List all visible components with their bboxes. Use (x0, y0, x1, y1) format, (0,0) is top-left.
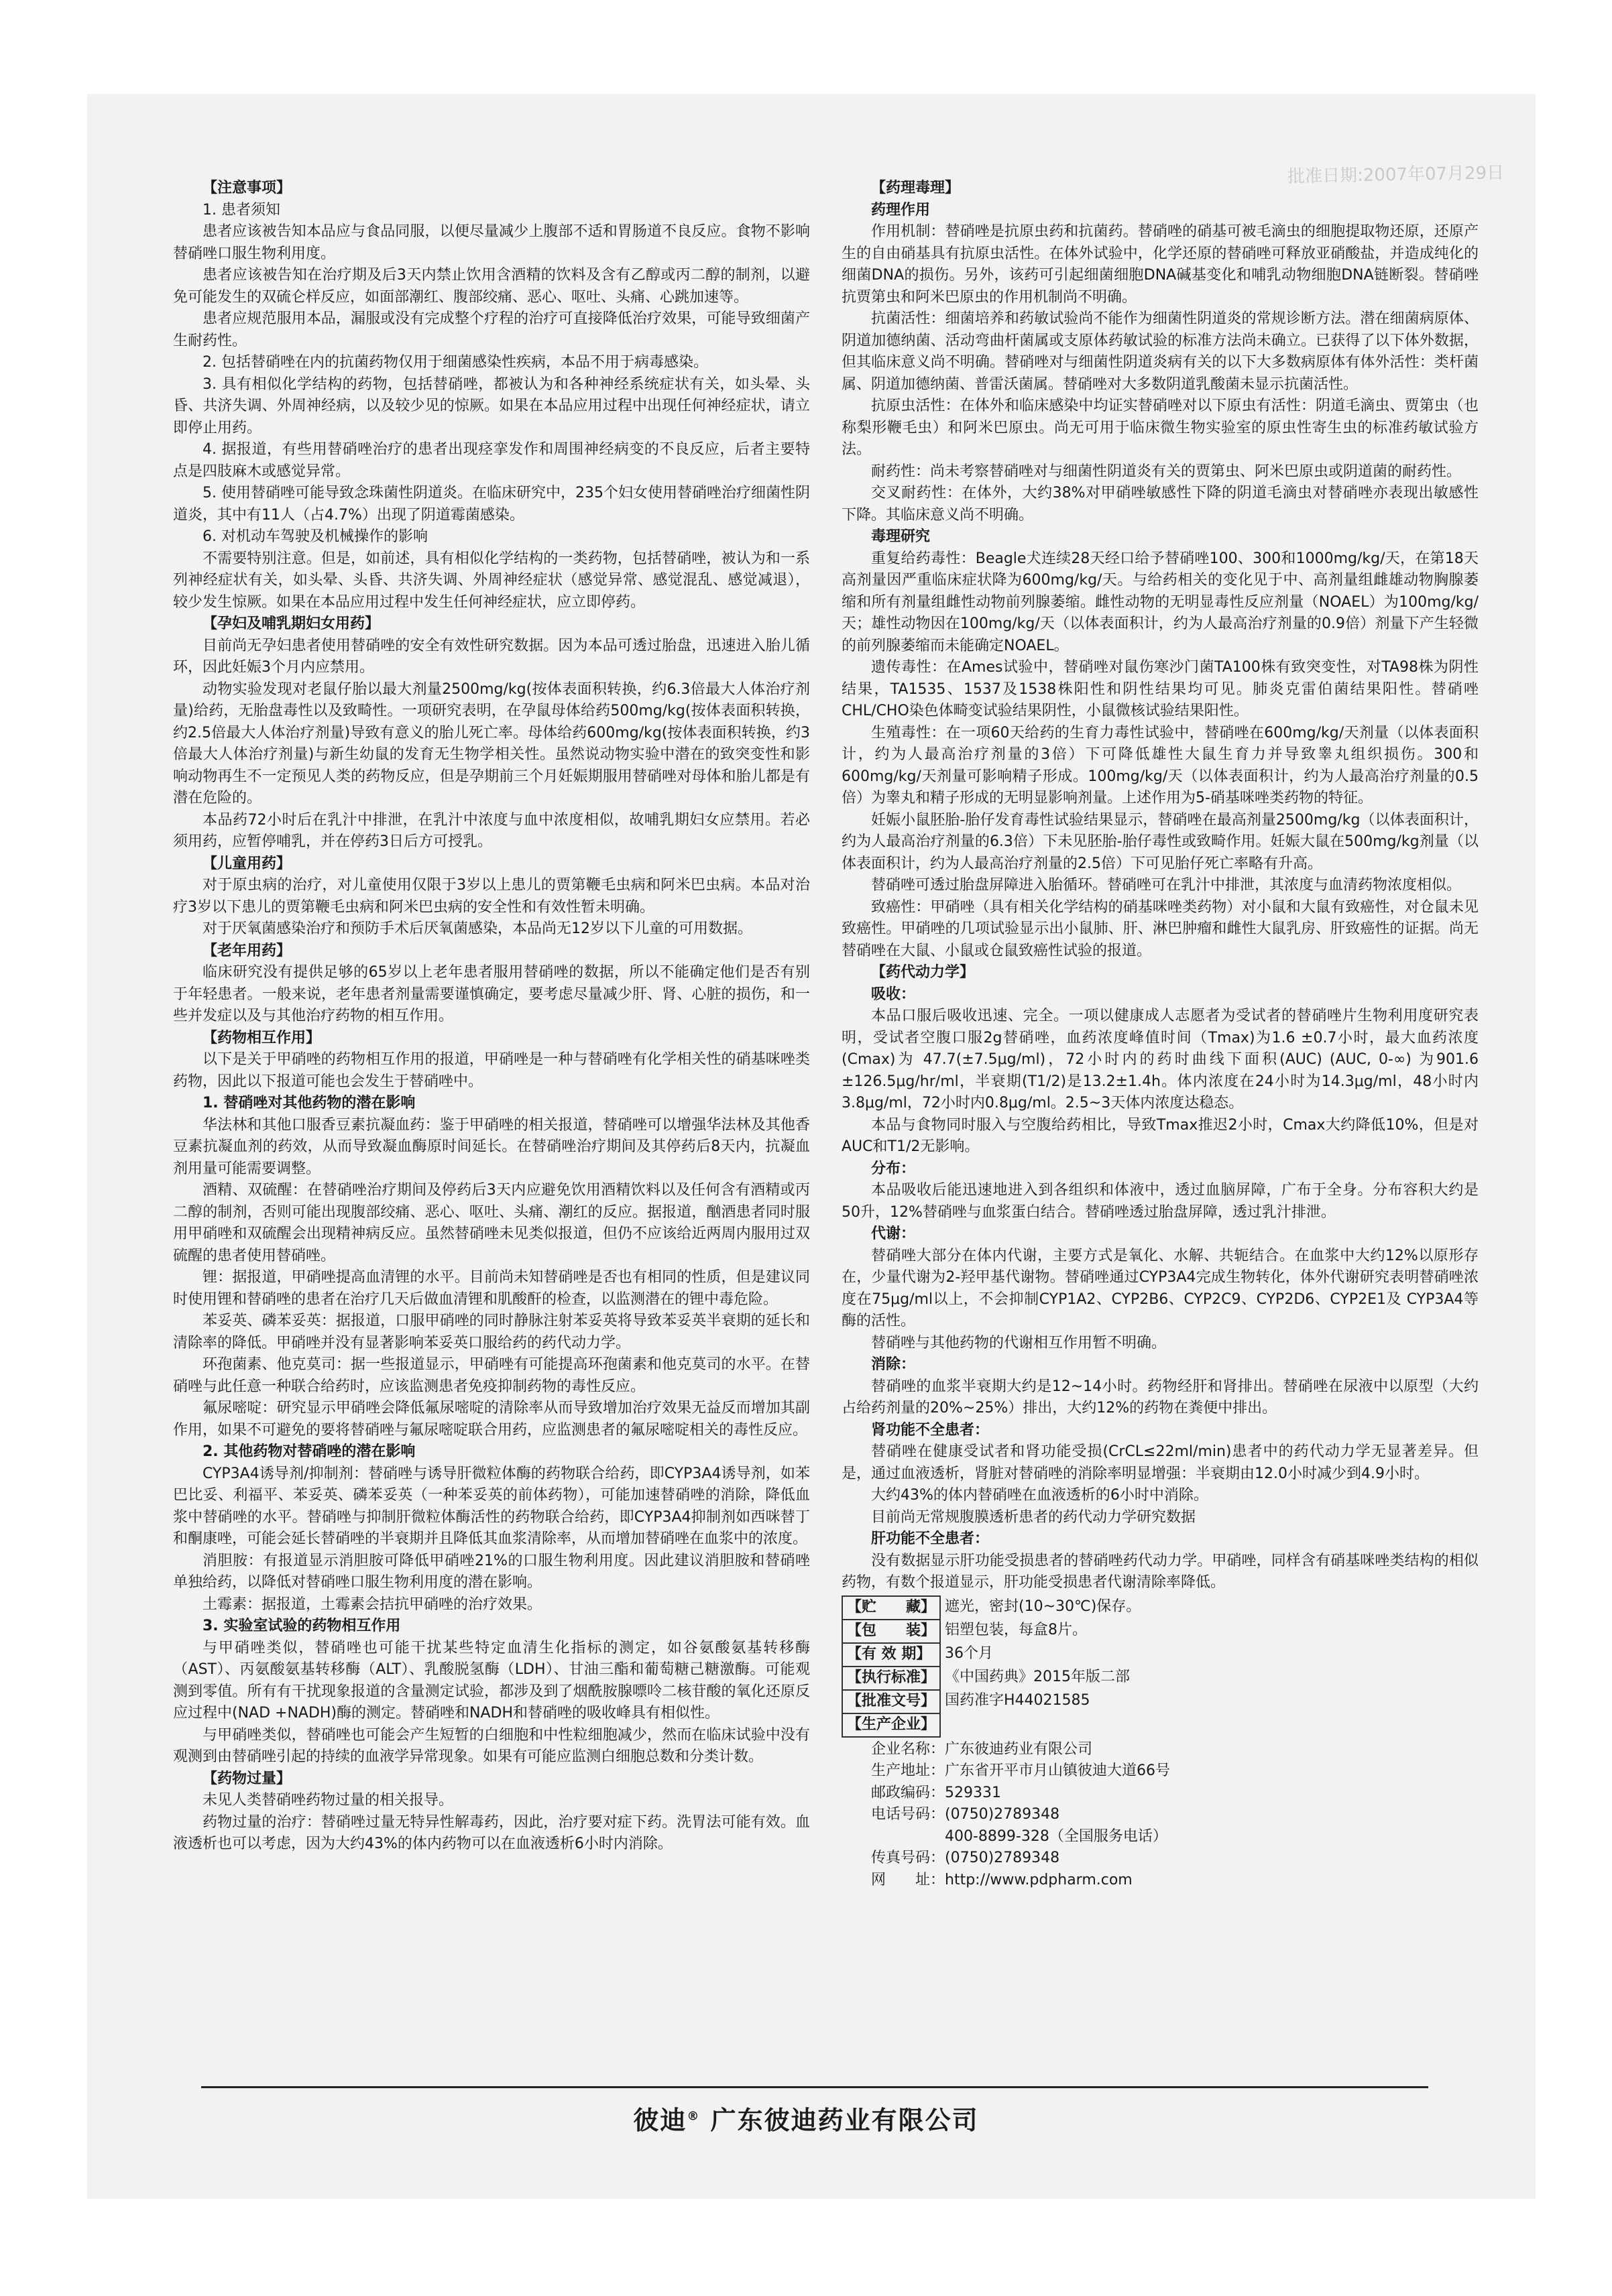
left-paragraph: 以下是关于甲硝唑的药物相互作用的报道，甲硝唑是一种与替硝唑有化学相关性的硝基咪唑类药物，因此以下报道可能也会发生于替硝唑中。 (173, 1051, 810, 1090)
right-paragraph: 交叉耐药性：在体外，大约38%对甲硝唑敏感性下降的阴道毛滴虫对替硝唑亦表现出敏感性下降。其临床意义尚不明确。 (842, 485, 1479, 524)
right-paragraph: 替硝唑可透过胎盘屏障进入胎循环。替硝唑可在乳汁中排泄，其浓度与血清药物浓度相似。 (871, 877, 1462, 894)
right-column (842, 178, 1479, 1891)
info-label: 【有 效 期】 (842, 1643, 940, 1667)
info-value: 遮光，密封(10~30℃)保存。 (945, 1597, 1141, 1615)
left-paragraph: 对于厌氧菌感染治疗和预防手术后厌氧菌感染，本品尚无12岁以下儿童的可用数据。 (203, 920, 752, 937)
footer-divider (201, 2086, 1428, 2088)
left-paragraph: 土霉素：据报道，土霉素会拮抗甲硝唑的治疗效果。 (203, 1595, 542, 1613)
company-info-line: 企业名称：广东彼迪药业有限公司 (871, 1740, 1093, 1758)
product-info-table (842, 1595, 1479, 1738)
left-paragraph: 不需要特别注意。但是，如前述，具有相似化学结构的一类药物，包括替硝唑，被认为和一系列神经症状有关，如头晕、头昏、共济失调、外周神经症状（感觉异常、感觉混乱、感觉减退），较少发生惊厥。如果在本品应用过程中发生任何神经症状，应立即停药。 (173, 550, 810, 611)
info-label: 【批准文号】 (842, 1690, 940, 1713)
left-paragraph: 目前尚无孕妇患者使用替硝唑的安全有效性研究数据。因为本品可透过胎盘，迅速进入胎儿循环，因此妊娠3个月内应禁用。 (173, 637, 810, 676)
right-paragraph: 替硝唑与其他药物的代谢相互作用暂不明确。 (871, 1334, 1167, 1351)
right-paragraph: 替硝唑在健康受试者和肾功能受损(CrCL≤22ml/min)患者中的药代动力学无显著差异。但是，通过血液透析，肾脏对替硝唑的消除率明显增强：半衰期由12.0小时减少到4.9小时。 (842, 1443, 1479, 1482)
right-paragraph: 本品与食物同时服入与空腹给药相比，导致Tmax推迟2小时，Cmax大约降低10%，但是对AUC和T1/2无影响。 (842, 1116, 1479, 1155)
company-info-line: 生产地址：广东省开平市月山镇彼迪大道66号 (871, 1762, 1170, 1779)
left-paragraph: 6. 对机动车驾驶及机械操作的影响 (203, 528, 428, 545)
left-paragraph: 与甲硝唑类似，替硝唑也可能干扰某些特定血清生化指标的测定，如谷氨酸氨基转移酶（AST）、丙氨酸氨基转移酶（ALT）、乳酸脱氢酶（LDH）、甘油三酯和葡萄糖己糖激酶。可能观测到零值。所有有干扰现象报道的含量测定试验，都涉及到了烟酰胺腺嘌呤二核苷酸的氧化还原反应过程中(NAD +NADH)酶的测定。替硝唑和NADH和替硝唑的吸收峰具有相似性。 (173, 1639, 810, 1721)
info-value: 《中国药典》2015年版二部 (945, 1668, 1131, 1685)
registered-mark: ® (687, 2109, 701, 2124)
info-label: 【包 装】 (842, 1620, 940, 1643)
right-paragraph: 致癌性：甲硝唑（具有相关化学结构的硝基咪唑类药物）对小鼠和大鼠有致癌性，对仓鼠未见致癌性。甲硝唑的几项试验显示出小鼠肺、肝、淋巴肿瘤和雌性大鼠乳房、肝致癌性的证据。尚无替硝唑在大鼠、小鼠或仓鼠致癌性试验的报道。 (842, 898, 1479, 959)
left-paragraph: 未见人类替硝唑药物过量的相关报导。 (203, 1792, 454, 1809)
left-heading: 【注意事项】 (203, 180, 292, 196)
info-row (842, 1643, 1478, 1667)
left-heading: 2. 其他药物对替硝唑的潜在影响 (203, 1443, 416, 1460)
company-info-line: 网 址：http://www.pdpharm.com (871, 1871, 1133, 1888)
info-row (842, 1596, 1478, 1620)
right-paragraph: 大约43%的体内替硝唑在血液透析的6小时中消除。 (871, 1487, 1208, 1504)
info-value: 国药准字H44021585 (945, 1691, 1090, 1709)
left-paragraph: 1. 患者须知 (203, 201, 280, 219)
right-heading: 肾功能不全患者： (871, 1421, 990, 1439)
footer-company (0, 2100, 1612, 2136)
left-paragraph: CYP3A4诱导剂/抑制剂：替硝唑与诱导肝微粒体酶的药物联合给药，即CYP3A4诱导剂，如苯巴比妥、利福平、苯妥英、磷苯妥英（一种苯妥英的前体药物），可能加速替硝唑的消除，降低血浆中替硝唑的水平。替硝唑与抑制肝微粒体酶活性的药物联合给药，即CYP3A4抑制剂如西咪替丁和酮康唑，可能会延长替硝唑的半衰期并且降低其血浆清除率，从而增加替硝唑在血浆中的浓度。 (173, 1465, 810, 1547)
right-paragraph: 目前尚无常规腹膜透析患者的药代动力学研究数据 (871, 1508, 1196, 1526)
left-heading: 【老年用药】 (203, 942, 292, 959)
left-paragraph: 苯妥英、磷苯妥英：据报道，口服甲硝唑的同时静脉注射苯妥英将导致苯妥英半衰期的延长和清除率的降低。甲硝唑并没有显著影响苯妥英口服给药的药代动力学。 (173, 1313, 810, 1351)
right-paragraph: 替硝唑大部分在体内代谢，主要方式是氧化、水解、共轭结合。在血浆中大约12%以原形存在，少量代谢为2-羟甲基代谢物。替硝唑通过CYP3A4完成生物转化，体外代谢研究表明替硝唑浓度在75μg/ml以上，不会抑制CYP1A2、CYP2B6、CYP2C9、CYP2D6、CYP2E1及 CYP3A4等酶的活性。 (842, 1247, 1479, 1329)
left-paragraph: 药物过量的治疗：替硝唑过量无特异性解毒药，因此，治疗要对症下药。洗胃法可能有效。血液透析也可以考虑，因为大约43%的体内药物可以在血液透析6小时内消除。 (173, 1813, 810, 1852)
info-value: 36个月 (945, 1644, 994, 1662)
info-row (842, 1690, 1478, 1713)
left-column (173, 178, 810, 1856)
left-heading: 【儿童用药】 (203, 855, 292, 872)
left-heading: 【孕妇及哺乳期妇女用药】 (203, 615, 380, 632)
right-heading: 吸收： (871, 985, 916, 1003)
right-paragraph: 本品吸收后能迅速地进入到各组织和体液中，透过血脑屏障，广布于全身。分布容积大约是50升，12%替硝唑与血浆蛋白结合。替硝唑透过胎盘屏障，透过乳汁排泄。 (842, 1182, 1479, 1221)
right-paragraph: 作用机制：替硝唑是抗原虫药和抗菌药。替硝唑的硝基可被毛滴虫的细胞提取物还原，还原产生的自由硝基具有抗原虫活性。在体外试验中，化学还原的替硝唑可释放亚硝酸盐，并造成纯化的细菌DNA的损伤。另外，该药可引起细菌细胞DNA碱基变化和哺乳动物细胞DNA链断裂。替硝唑抗贾第虫和阿米巴原虫的作用机制尚不明确。 (842, 223, 1479, 306)
right-heading: 【药代动力学】 (871, 964, 975, 981)
left-paragraph: 消胆胺：有报道显示消胆胺可降低甲硝唑21%的口服生物利用度。因此建议消胆胺和替硝唑单独给药，以降低对替硝唑口服生物利用度的潜在影响。 (173, 1552, 810, 1591)
right-paragraph: 没有数据显示肝功能受损患者的替硝唑药代动力学。甲硝唑，同样含有硝基咪唑类结构的相似药物，有数个报道显示，肝功能受损患者代谢清除率降低。 (842, 1552, 1479, 1591)
right-paragraph: 妊娠小鼠胚胎-胎仔发育毒性试验结果显示，替硝唑在最高剂量2500mg/kg（以体表面积计，约为人最高治疗剂量的6.3倍）下未见胚胎-胎仔毒性或致畸作用。妊娠大鼠在500mg/kg剂量（以体表面积计，约为人最高治疗剂量的2.5倍）下可见胎仔死亡率略有升高。 (842, 811, 1479, 872)
left-paragraph: 动物实验发现对老鼠仔胎以最大剂量2500mg/kg(按体表面积转换，约6.3倍最大人体治疗剂量)给药，无胎盘毒性以及致畸性。一项研究表明，在孕鼠母体给药500mg/kg(按体表面积转换，约2.5倍最大人体治疗剂量)导致有意义的胎儿死亡率。母体给药600mg/kg(按体表面积转换，约3倍最大人体治疗剂量)与新生幼鼠的发育无生物学相关性。虽然说动物实验中潜在的致突变性和影响动物再生不一定预见人类的药物反应，但是孕期前三个月妊娠期服用替硝唑对母体和胎儿都是有潜在危险的。 (173, 680, 810, 806)
info-value (940, 1713, 1478, 1737)
right-heading: 肝功能不全患者： (871, 1530, 990, 1547)
left-paragraph: 与甲硝唑类似，替硝唑也可能会产生短暂的白细胞和中性粒细胞减少，然而在临床试验中没有观测到由替硝唑引起的持续的血液学异常现象。如果有可能应监测白细胞总数和分类计数。 (173, 1726, 810, 1765)
left-paragraph: 华法林和其他口服香豆素抗凝血药：鉴于甲硝唑的相关报道，替硝唑可以增强华法林及其他香豆素抗凝血剂的药效，从而导致凝血酶原时间延长。在替硝唑治疗期间及其停药后8天内，抗凝血剂用量可能需要调整。 (173, 1116, 810, 1177)
left-paragraph: 临床研究没有提供足够的65岁以上老年患者服用替硝唑的数据，所以不能确定他们是否有别于年轻患者。一般来说，老年患者剂量需要谨慎确定，要考虑尽量减少肝、肾、心脏的损伤，和一些并发症以及与其他治疗药物的相互作用。 (173, 964, 810, 1024)
right-heading: 【药理毒理】 (871, 180, 960, 196)
company-info-line: 400-8899-328（全国服务电话） (871, 1827, 1167, 1845)
info-row (842, 1713, 1478, 1737)
left-paragraph: 4. 据报道，有些用替硝唑治疗的患者出现痉挛发作和周围神经病变的不良反应，后者主要特点是四肢麻木或感觉异常。 (173, 441, 810, 480)
right-column-text (842, 178, 1479, 1594)
left-paragraph: 5. 使用替硝唑可能导致念珠菌性阴道炎。在临床研究中，235个妇女使用替硝唑治疗细菌性阴道炎，其中有11人（占4.7%）出现了阴道霉菌感染。 (173, 485, 810, 524)
info-label: 【执行标准】 (842, 1667, 940, 1690)
left-heading: 【药物过量】 (203, 1770, 292, 1787)
right-heading: 药理作用 (871, 201, 931, 219)
info-row (842, 1667, 1478, 1690)
right-heading: 代谢： (871, 1225, 916, 1242)
right-paragraph: 替硝唑的血浆半衰期大约是12~14小时。药物经肝和肾排出。替硝唑在尿液中以原型（大约占给药剂量的20%~25%）排出，大约12%的药物在粪便中排出。 (842, 1378, 1479, 1416)
footer-brand: 彼迪 (633, 2106, 687, 2135)
left-paragraph: 锂：据报道，甲硝唑提高血清锂的水平。目前尚未知替硝唑是否也有相同的性质，但是建议同时使用锂和替硝唑的患者在治疗几天后做血清锂和肌酸酐的检查，以监测潜在的锂中毒危险。 (173, 1269, 810, 1308)
left-paragraph: 患者应该被告知本品应与食品同服，以便尽量减少上腹部不适和胃肠道不良反应。食物不影响替硝唑口服生物利用度。 (173, 223, 810, 262)
left-paragraph: 环孢菌素、他克莫司：据一些报道显示，甲硝唑有可能提高环孢菌素和他克莫司的水平。在替硝唑与此任意一种联合给药时，应该监测患者免疫抑制药物的毒性反应。 (173, 1356, 810, 1395)
right-paragraph: 抗菌活性：细菌培养和药敏试验尚不能作为细菌性阴道炎的常规诊断方法。潜在细菌病原体、阴道加德纳菌、活动弯曲杆菌属或支原体药敏试验的标准方法尚未确立。已获得了以下体外数据，但其临床意义尚不明确。替硝唑对与细菌性阴道炎病有关的以下大多数病原体有体外活性：类杆菌属、阴道加德纳菌、普雷沃菌属。替硝唑对大多数阴道乳酸菌未显示抗菌活性。 (842, 310, 1479, 393)
company-info-line: 邮政编码：529331 (871, 1784, 1001, 1801)
left-paragraph: 3. 具有相似化学结构的药物，包括替硝唑，都被认为和各种神经系统症状有关，如头晕、头昏、共济失调、外周神经病，以及较少见的惊厥。如果在本品应用过程中出现任何神经症状，请立即停止用药。 (173, 375, 810, 436)
left-paragraph: 2. 包括替硝唑在内的抗菌药物仅用于细菌感染性疾病，本品不用于病毒感染。 (203, 354, 708, 371)
left-paragraph: 氟尿嘧啶：研究显示甲硝唑会降低氟尿嘧啶的清除率从而导致增加治疗效果无益反而增加其副作用，如果不可避免的要将替硝唑与氟尿嘧啶联合用药，应监测患者的氟尿嘧啶相关的毒性反应。 (173, 1400, 810, 1439)
info-label: 【生产企业】 (842, 1713, 940, 1737)
company-info-line: 电话号码：(0750)2789348 (871, 1806, 1060, 1823)
footer-company-name: 广东彼迪药业有限公司 (710, 2106, 979, 2135)
right-heading: 毒理研究 (871, 528, 931, 545)
left-heading: 1. 替硝唑对其他药物的潜在影响 (203, 1095, 416, 1111)
right-paragraph: 重复给药毒性：Beagle犬连续28天经口给予替硝唑100、300和1000mg/kg/天，在第18天高剂量因严重临床症状降为600mg/kg/天。与给药相关的变化见于中、高剂量组雌雄动物胸腺萎缩和所有剂量组雌性动物前列腺萎缩。雌性动物的无明显毒性反应剂量（NOAEL）为100mg/kg/天；雄性动物因在100mg/kg/天（以体表面积计，约为人最高治疗剂量的0.9倍）剂量下产生轻微的前列腺萎缩而未能确定NOAEL。 (842, 550, 1479, 654)
right-paragraph: 生殖毒性：在一项60天给药的生育力毒性试验中，替硝唑在600mg/kg/天剂量（以体表面积计，约为人最高治疗剂量的3倍）下可降低雄性大鼠生育力并导致睾丸组织损伤。300和600mg/kg/天剂量可影响精子形成。100mg/kg/天（以体表面积计，约为人最高治疗剂量的0.5倍）为睾丸和精子形成的无明显影响剂量。上述作用为5-硝基咪唑类药物的特征。 (842, 724, 1479, 806)
company-info-line: 传真号码：(0750)2789348 (871, 1850, 1060, 1866)
right-heading: 分布： (871, 1160, 916, 1177)
watermark-text: 批准日期:2007年07月29日 (1287, 163, 1505, 187)
right-heading: 消除： (871, 1356, 916, 1373)
left-paragraph: 患者应规范服用本品，漏服或没有完成整个疗程的治疗可直接降低治疗效果，可能导致细菌产生耐药性。 (173, 310, 810, 349)
left-paragraph: 患者应该被告知在治疗期及后3天内禁止饮用含酒精的饮料及含有乙醇或丙二醇的制剂，以避免可能发生的双硫仑样反应，如面部潮红、腹部绞痛、恶心、呕吐、头痛、心跳加速等。 (173, 267, 810, 306)
company-info (842, 1739, 1479, 1892)
info-label: 【贮 藏】 (842, 1596, 940, 1620)
left-paragraph: 对于原虫病的治疗，对儿童使用仅限于3岁以上患儿的贾第鞭毛虫病和阿米巴虫病。本品对治疗3岁以下患儿的贾第鞭毛虫病和阿米巴虫病的安全性和有效性暂未明确。 (173, 877, 810, 916)
left-paragraph: 本品药72小时后在乳汁中排泄，在乳汁中浓度与血中浓度相似，故哺乳期妇女应禁用。若必须用药，应暂停哺乳，并在停药3日后方可授乳。 (173, 811, 810, 850)
left-heading: 3. 实验室试验的药物相互作用 (203, 1618, 401, 1634)
right-paragraph: 本品口服后吸收迅速、完全。一项以健康成人志愿者为受试者的替硝唑片生物利用度研究表明，受试者空腹口服2g替硝唑，血药浓度峰值时间（Tmax)为1.6 ±0.7小时，最大血药浓度(Cmax)为 47.7(±7.5μg/ml)，72小时内的药时曲线下面积(AUC) (AUC, 0-∞) 为901.6 ±126.5μg/hr/ml，半衰期(T1/2)是13.2±1.4h。体内浓度在24小时为14.3μg/ml，48小时内3.8μg/ml，72小时内0.8μg/ml。2.5~3天体内浓度达稳态。 (842, 1008, 1479, 1111)
right-paragraph: 耐药性：尚未考察替硝唑对与细菌性阴道炎有关的贾第虫、阿米巴原虫或阴道菌的耐药性。 (871, 463, 1462, 480)
info-value: 铝塑包装，每盒8片。 (945, 1621, 1088, 1638)
left-paragraph: 酒精、双硫醒：在替硝唑治疗期间及停药后3天内应避免饮用酒精饮料以及任何含有酒精或丙二醇的制剂，否则可能出现腹部绞痛、恶心、呕吐、头痛、潮红的反应。据报道，酗酒患者同时服用甲硝唑和双硫醒会出现精神病反应。虽然替硝唑未见类似报道，但仍不应该给近两周内服用过双硫醒的患者使用替硝唑。 (173, 1182, 810, 1264)
right-paragraph: 遗传毒性：在Ames试验中，替硝唑对鼠伤寒沙门菌TA100株有致突变性，对TA98株为阴性结果，TA1535、1537及1538株阳性和阴性结果均可见。肺炎克雷伯菌结果阳性。替硝唑CHL/CHO染色体畸变试验结果阴性，小鼠微核试验结果阳性。 (842, 659, 1479, 719)
right-paragraph: 抗原虫活性：在体外和临床感染中均证实替硝唑对以下原虫有活性：阴道毛滴虫、贾第虫（也称梨形鞭毛虫）和阿米巴原虫。尚无可用于临床微生物实验室的原虫性寄生虫的标准药敏试验方法。 (842, 398, 1479, 458)
left-heading: 【药物相互作用】 (203, 1029, 321, 1046)
info-row (842, 1620, 1478, 1643)
